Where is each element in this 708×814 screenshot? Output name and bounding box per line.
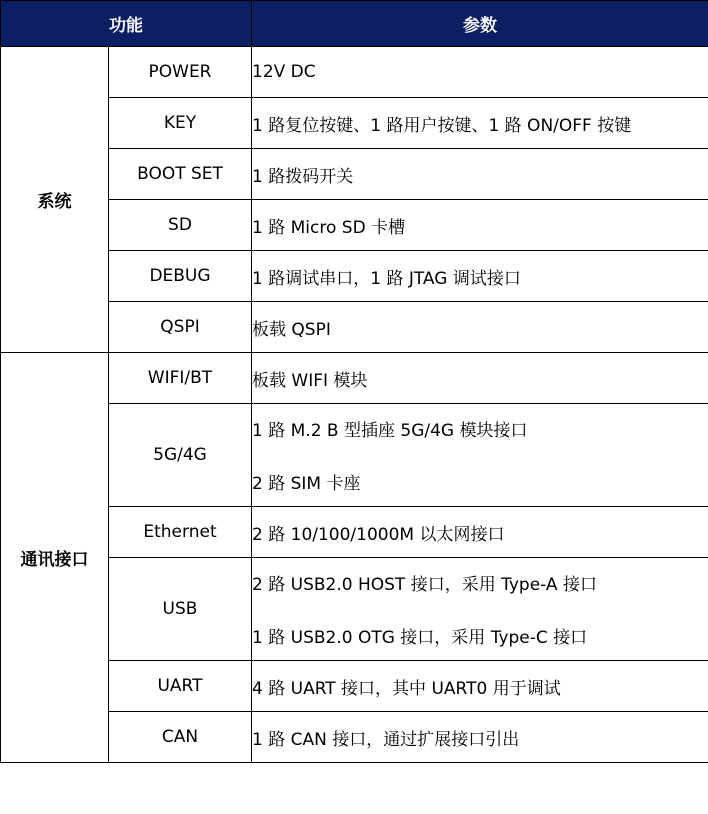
param-cell	[252, 353, 708, 404]
param-line: 2 路 USB2.0 HOST 接口，采用 Type-A 接口	[252, 575, 597, 595]
table-row	[1, 47, 708, 98]
param-cell	[252, 558, 708, 661]
param-cell	[252, 149, 708, 200]
param-line: 板载 WIFI 模块	[252, 370, 368, 391]
header-function: 功能	[1, 1, 252, 47]
param-line: 1 路拨码开关	[252, 166, 354, 187]
function-cell: Ethernet	[109, 507, 252, 558]
param-line: 1 路调试串口，1 路 JTAG 调试接口	[252, 268, 521, 289]
function-cell: POWER	[109, 47, 252, 98]
param-cell	[252, 302, 708, 353]
param-cell	[252, 200, 708, 251]
function-cell: DEBUG	[109, 251, 252, 302]
param-cell	[252, 712, 708, 763]
function-cell: BOOT SET	[109, 149, 252, 200]
param-cell	[252, 98, 708, 149]
param-line: 板载 QSPI	[252, 319, 331, 340]
function-cell: CAN	[109, 712, 252, 763]
param-line: 1 路复位按键、1 路用户按键、1 路 ON/OFF 按键	[252, 115, 632, 136]
param-line: 1 路 Micro SD 卡槽	[252, 217, 406, 238]
param-cell	[252, 47, 708, 98]
param-cell	[252, 404, 708, 507]
param-line: 1 路 CAN 接口，通过扩展接口引出	[252, 729, 520, 750]
function-cell: QSPI	[109, 302, 252, 353]
param-cell	[252, 251, 708, 302]
function-cell: 5G/4G	[109, 404, 252, 507]
param-line: 2 路 10/100/1000M 以太网接口	[252, 524, 505, 545]
param-cell	[252, 507, 708, 558]
param-line: 4 路 UART 接口，其中 UART0 用于调试	[252, 678, 561, 699]
param-line: 1 路 M.2 B 型插座 5G/4G 模块接口	[252, 421, 528, 441]
function-cell: KEY	[109, 98, 252, 149]
param-line: 2 路 SIM 卡座	[252, 474, 361, 494]
group-label-communication: 通讯接口	[1, 353, 109, 763]
param-line: 1 路 USB2.0 OTG 接口，采用 Type-C 接口	[252, 628, 588, 648]
function-cell: UART	[109, 661, 252, 712]
param-cell	[252, 661, 708, 712]
group-label-system: 系统	[1, 47, 109, 353]
function-cell: SD	[109, 200, 252, 251]
function-cell: WIFI/BT	[109, 353, 252, 404]
function-cell: USB	[109, 558, 252, 661]
header-params: 参数	[252, 1, 708, 47]
param-line: 12V DC	[252, 62, 316, 82]
table-row	[1, 353, 708, 404]
header-row	[1, 1, 708, 47]
